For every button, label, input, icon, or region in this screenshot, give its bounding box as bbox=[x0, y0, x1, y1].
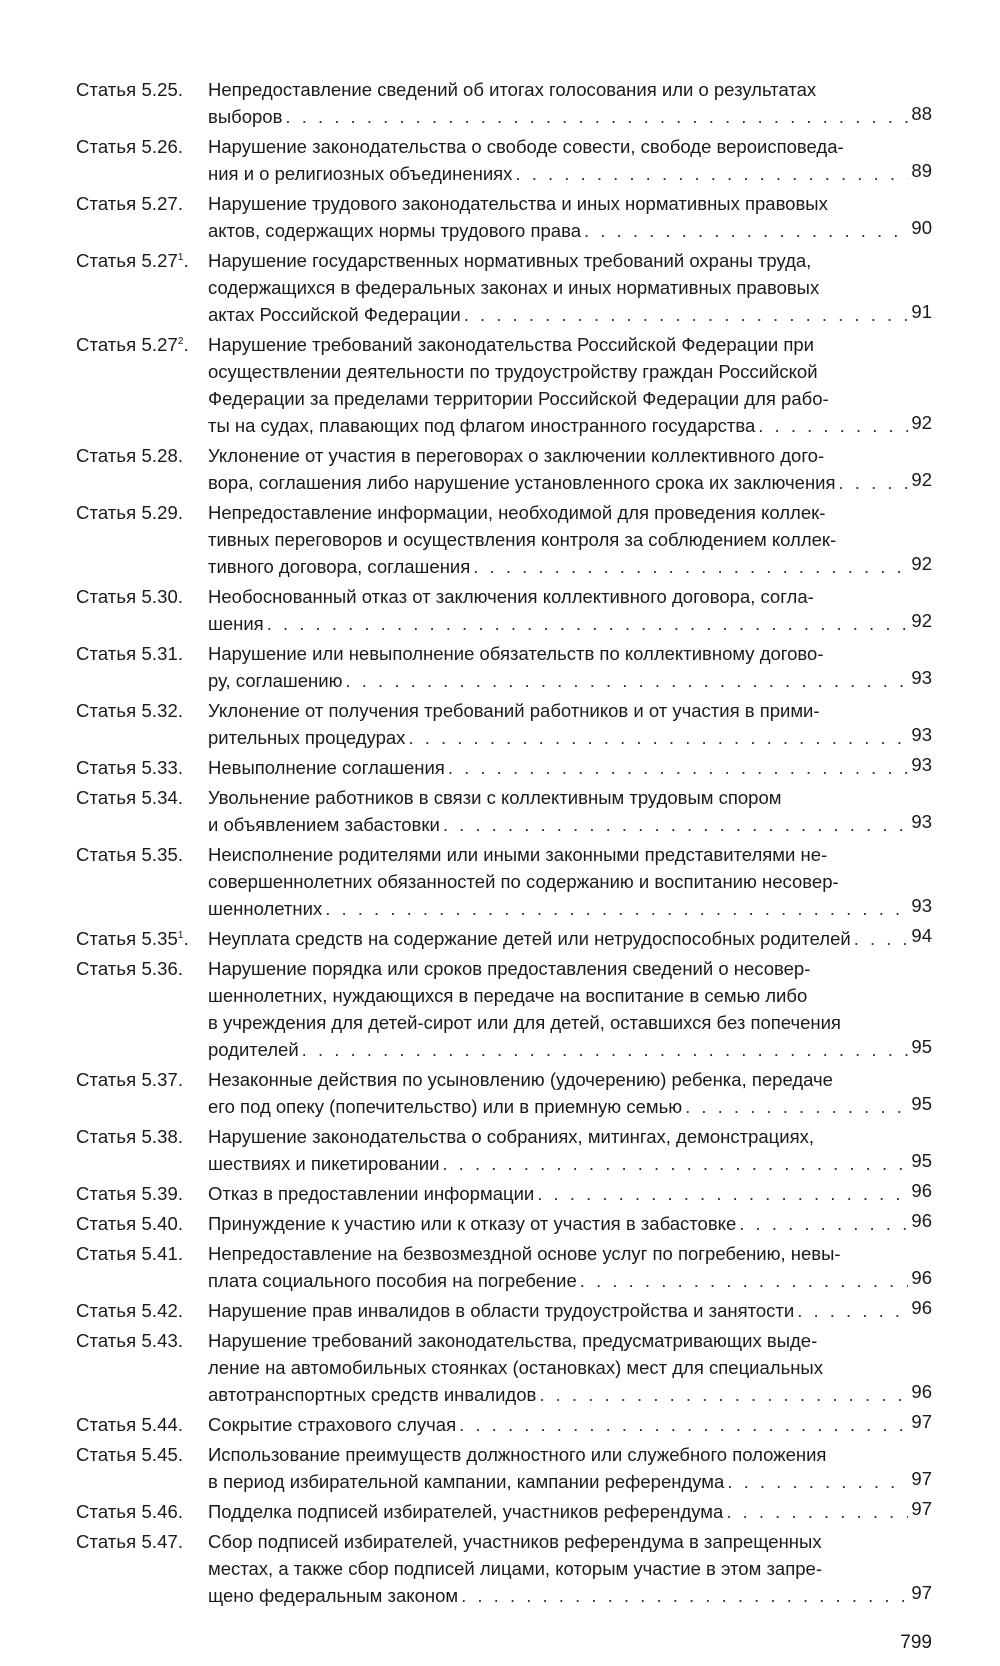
article-number: 5.35 bbox=[141, 928, 178, 949]
page-reference[interactable]: 97 bbox=[911, 1411, 932, 1432]
title-line: Отказ в предоставлении информации bbox=[208, 1183, 535, 1204]
toc-entry bbox=[76, 190, 932, 244]
title-last-line bbox=[208, 895, 932, 922]
article-title bbox=[208, 247, 932, 328]
dot-leader bbox=[584, 217, 908, 244]
article-label bbox=[76, 1411, 208, 1438]
article-number: 5.37. bbox=[141, 1069, 184, 1090]
article-label bbox=[76, 1180, 208, 1207]
title-line: Невыполнение соглашения bbox=[208, 757, 445, 778]
article-prefix: Статья bbox=[76, 757, 137, 778]
title-last-line bbox=[208, 1210, 932, 1237]
article-title bbox=[208, 1210, 932, 1237]
page-reference[interactable]: 95 bbox=[911, 1150, 932, 1171]
article-label bbox=[76, 640, 208, 667]
title-last-line bbox=[208, 754, 932, 781]
page-reference[interactable]: 93 bbox=[911, 754, 932, 775]
title-line: автотранспортных средств инвалидов bbox=[208, 1384, 537, 1405]
title-line: шения bbox=[208, 613, 264, 634]
page-reference[interactable]: 97 bbox=[911, 1498, 932, 1519]
dot-leader bbox=[580, 1267, 909, 1294]
article-title bbox=[208, 1441, 932, 1495]
article-title bbox=[208, 1297, 932, 1324]
page-reference[interactable]: 97 bbox=[911, 1582, 932, 1603]
title-line: Незаконные действия по усыновлению (удочерению) ребенка, передаче bbox=[208, 1069, 833, 1090]
page-reference[interactable]: 97 bbox=[911, 1468, 932, 1489]
article-number: 5.46. bbox=[141, 1501, 184, 1522]
title-line: шествиях и пикетировании bbox=[208, 1153, 440, 1174]
title-line: осуществлении деятельности по трудоустройству граждан Российской bbox=[208, 361, 818, 382]
article-title bbox=[208, 784, 932, 838]
article-title bbox=[208, 1498, 932, 1525]
page-reference[interactable]: 92 bbox=[911, 553, 932, 574]
article-number-superscript: 1 bbox=[177, 252, 184, 263]
title-line: Принуждение к участию или к отказу от участия в забастовке bbox=[208, 1213, 737, 1234]
title-line: Сбор подписей избирателей, участников референдума в запрещенных bbox=[208, 1531, 822, 1552]
page-reference[interactable]: 94 bbox=[911, 925, 932, 946]
article-label bbox=[76, 133, 208, 160]
title-line: шеннолетних, нуждающихся в передаче на воспитание в семью либо bbox=[208, 985, 808, 1006]
article-prefix: Статья bbox=[76, 1531, 137, 1552]
article-prefix: Статья bbox=[76, 1414, 137, 1435]
title-line: Непредоставление сведений об итогах голосования или о результатах bbox=[208, 79, 817, 100]
toc-entry bbox=[76, 754, 932, 781]
title-line: совершеннолетних обязанностей по содержанию и воспитанию несовер- bbox=[208, 871, 839, 892]
title-line: Нарушение государственных нормативных требований охраны труда, bbox=[208, 250, 812, 271]
article-label bbox=[76, 1210, 208, 1237]
title-line: его под опеку (попечительство) или в приемную семью bbox=[208, 1096, 683, 1117]
article-title bbox=[208, 331, 932, 439]
title-line: актах Российской Федерации bbox=[208, 304, 461, 325]
title-line: в учреждения для детей-сирот или для детей, оставшихся без попечения bbox=[208, 1012, 841, 1033]
toc-entry bbox=[76, 1498, 932, 1525]
title-line: Нарушение требований законодательства Российской Федерации при bbox=[208, 334, 814, 355]
toc-entry bbox=[76, 640, 932, 694]
title-line: Непредоставление информации, необходимой для проведения коллек- bbox=[208, 502, 826, 523]
title-last-line bbox=[208, 1036, 932, 1063]
article-prefix: Статья bbox=[76, 136, 137, 157]
toc-entry bbox=[76, 955, 932, 1063]
title-line: Нарушение или невыполнение обязательств по коллективному догово- bbox=[208, 643, 824, 664]
toc-entry bbox=[76, 133, 932, 187]
table-of-contents bbox=[76, 76, 932, 1612]
article-prefix: Статья bbox=[76, 700, 137, 721]
title-last-line bbox=[208, 1150, 932, 1177]
dot-leader bbox=[464, 301, 909, 328]
toc-entry bbox=[76, 1180, 932, 1207]
article-number: 5.35. bbox=[141, 844, 184, 865]
article-label bbox=[76, 442, 208, 469]
dot-leader bbox=[854, 925, 909, 952]
article-title bbox=[208, 1327, 932, 1408]
article-number-superscript: 1 bbox=[177, 930, 184, 941]
article-title bbox=[208, 583, 932, 637]
title-line: ру, соглашению bbox=[208, 670, 343, 691]
article-prefix: Статья bbox=[76, 844, 137, 865]
title-line: шеннолетних bbox=[208, 898, 323, 919]
title-line: Нарушение законодательства о собраниях, митингах, демонстрациях, bbox=[208, 1126, 815, 1147]
dot-leader bbox=[442, 1150, 908, 1177]
title-line: и объявлением забастовки bbox=[208, 814, 440, 835]
article-label bbox=[76, 499, 208, 526]
article-number: 5.40. bbox=[141, 1213, 184, 1234]
article-number: 5.33. bbox=[141, 757, 184, 778]
page-reference[interactable]: 95 bbox=[911, 1093, 932, 1114]
article-number: 5.44. bbox=[141, 1414, 184, 1435]
page-reference[interactable]: 96 bbox=[911, 1297, 932, 1318]
page-reference[interactable]: 96 bbox=[911, 1381, 932, 1402]
article-title bbox=[208, 925, 932, 952]
article-label bbox=[76, 955, 208, 982]
article-prefix: Статья bbox=[76, 787, 137, 808]
article-title bbox=[208, 1180, 932, 1207]
article-title bbox=[208, 640, 932, 694]
article-prefix: Статья bbox=[76, 250, 137, 271]
toc-entry bbox=[76, 1066, 932, 1120]
dot-leader bbox=[515, 160, 908, 187]
article-number: 5.27 bbox=[141, 334, 178, 355]
title-line: ния и о религиозных объединениях bbox=[208, 163, 513, 184]
title-last-line bbox=[208, 103, 932, 130]
title-last-line bbox=[208, 1381, 932, 1408]
toc-entry bbox=[76, 331, 932, 439]
article-prefix: Статья bbox=[76, 1126, 137, 1147]
title-last-line bbox=[208, 1468, 932, 1495]
page-reference[interactable]: 89 bbox=[911, 160, 932, 181]
article-prefix: Статья bbox=[76, 502, 137, 523]
title-last-line bbox=[208, 667, 932, 694]
article-label bbox=[76, 1297, 208, 1324]
title-line: ление на автомобильных стоянках (остановках) мест для специальных bbox=[208, 1357, 823, 1378]
article-number: 5.31. bbox=[141, 643, 184, 664]
article-prefix: Статья bbox=[76, 1213, 137, 1234]
dot-leader bbox=[346, 667, 909, 694]
title-line: рительных процедурах bbox=[208, 727, 406, 748]
article-title bbox=[208, 1066, 932, 1120]
article-number: 5.45. bbox=[141, 1444, 184, 1465]
toc-entry bbox=[76, 1441, 932, 1495]
title-line: Нарушение прав инвалидов в области трудоустройства и занятости bbox=[208, 1300, 795, 1321]
article-number: 5.28. bbox=[141, 445, 184, 466]
article-prefix: Статья bbox=[76, 334, 137, 355]
title-last-line bbox=[208, 1180, 932, 1207]
title-line: Необоснованный отказ от заключения коллективного договора, согла- bbox=[208, 586, 814, 607]
dot-leader bbox=[726, 1498, 908, 1525]
article-label bbox=[76, 754, 208, 781]
article-prefix: Статья bbox=[76, 586, 137, 607]
page-reference[interactable]: 93 bbox=[911, 895, 932, 916]
title-line: Сокрытие страхового случая bbox=[208, 1414, 457, 1435]
article-prefix: Статья bbox=[76, 958, 137, 979]
toc-entry bbox=[76, 1240, 932, 1294]
article-title bbox=[208, 754, 932, 781]
article-number: 5.27. bbox=[141, 193, 184, 214]
toc-entry bbox=[76, 1327, 932, 1408]
page-reference[interactable]: 88 bbox=[911, 103, 932, 124]
article-title bbox=[208, 442, 932, 496]
title-line: Нарушение законодательства о свободе совести, свободе вероисповеда- bbox=[208, 136, 844, 157]
dot-leader bbox=[267, 610, 909, 637]
toc-entry bbox=[76, 697, 932, 751]
toc-entry bbox=[76, 1123, 932, 1177]
title-line: ты на судах, плавающих под флагом иностранного государства bbox=[208, 415, 756, 436]
article-title bbox=[208, 1528, 932, 1609]
title-line: Подделка подписей избирателей, участников референдума bbox=[208, 1501, 724, 1522]
dot-leader bbox=[685, 1093, 908, 1120]
article-prefix: Статья bbox=[76, 1300, 137, 1321]
article-prefix: Статья bbox=[76, 193, 137, 214]
dot-leader bbox=[325, 895, 908, 922]
page-reference[interactable]: 93 bbox=[911, 667, 932, 688]
toc-entry bbox=[76, 1297, 932, 1324]
article-prefix: Статья bbox=[76, 1069, 137, 1090]
article-title bbox=[208, 841, 932, 922]
article-number: 5.29. bbox=[141, 502, 184, 523]
dot-leader bbox=[473, 553, 908, 580]
page-reference[interactable]: 92 bbox=[911, 610, 932, 631]
toc-entry bbox=[76, 841, 932, 922]
title-last-line bbox=[208, 469, 932, 496]
toc-entry bbox=[76, 76, 932, 130]
title-line: актов, содержащих нормы трудового права bbox=[208, 220, 581, 241]
dot-leader bbox=[727, 1468, 908, 1495]
dot-leader bbox=[443, 811, 909, 838]
article-title bbox=[208, 499, 932, 580]
article-label bbox=[76, 697, 208, 724]
title-last-line bbox=[208, 1411, 932, 1438]
title-last-line bbox=[208, 160, 932, 187]
toc-entry bbox=[76, 247, 932, 328]
toc-entry bbox=[76, 925, 932, 952]
article-label bbox=[76, 784, 208, 811]
article-label: Статья 5.27$^1$. bbox=[76, 250, 189, 271]
article-label: Статья 5.35$^1$. bbox=[76, 928, 189, 949]
article-title bbox=[208, 76, 932, 130]
title-line: местах, а также сбор подписей лицами, которым участие в этом запре- bbox=[208, 1558, 822, 1579]
article-number: 5.30. bbox=[141, 586, 184, 607]
page-reference[interactable]: 90 bbox=[911, 217, 932, 238]
title-last-line bbox=[208, 1093, 932, 1120]
dot-leader bbox=[285, 103, 908, 130]
article-prefix: Статья bbox=[76, 1444, 137, 1465]
title-line: Уклонение от получения требований работников и от участия в прими- bbox=[208, 700, 820, 721]
dot-leader bbox=[408, 724, 908, 751]
title-last-line bbox=[208, 1582, 932, 1609]
article-title bbox=[208, 1240, 932, 1294]
page-reference[interactable]: 92 bbox=[911, 412, 932, 433]
article-prefix: Статья bbox=[76, 928, 137, 949]
title-last-line bbox=[208, 925, 932, 952]
toc-entry bbox=[76, 583, 932, 637]
article-number: 5.34. bbox=[141, 787, 184, 808]
title-last-line bbox=[208, 553, 932, 580]
article-prefix: Статья bbox=[76, 1183, 137, 1204]
article-label bbox=[76, 1240, 208, 1267]
title-line: тивных переговоров и осуществления контроля за соблюдением коллек- bbox=[208, 529, 837, 550]
title-line: щено федеральным законом bbox=[208, 1585, 459, 1606]
article-number: 5.38. bbox=[141, 1126, 184, 1147]
toc-entry bbox=[76, 784, 932, 838]
article-label bbox=[76, 841, 208, 868]
dot-leader bbox=[758, 412, 908, 439]
title-last-line bbox=[208, 1498, 932, 1525]
title-line: Неуплата средств на содержание детей или нетрудоспособных родителей bbox=[208, 928, 851, 949]
article-label bbox=[76, 190, 208, 217]
article-number: 5.36. bbox=[141, 958, 184, 979]
article-label bbox=[76, 76, 208, 103]
title-last-line bbox=[208, 724, 932, 751]
title-line: в период избирательной кампании, кампании референдума bbox=[208, 1471, 725, 1492]
dot-leader bbox=[461, 1582, 908, 1609]
dot-leader bbox=[839, 469, 909, 496]
page-reference[interactable]: 96 bbox=[911, 1180, 932, 1201]
article-number: 5.39. bbox=[141, 1183, 184, 1204]
article-number: 5.25. bbox=[141, 79, 184, 100]
dot-leader bbox=[302, 1036, 909, 1063]
title-line: Федерации за пределами территории Российской Федерации для рабо- bbox=[208, 388, 829, 409]
article-number: 5.41. bbox=[141, 1243, 184, 1264]
page-reference[interactable]: 95 bbox=[911, 1036, 932, 1057]
title-line: Непредоставление на безвозмездной основе услуг по погребению, невы- bbox=[208, 1243, 841, 1264]
title-line: вора, соглашения либо нарушение установленного срока их заключения bbox=[208, 472, 836, 493]
article-label bbox=[76, 1441, 208, 1468]
article-label bbox=[76, 1528, 208, 1555]
page-reference[interactable]: 91 bbox=[911, 301, 932, 322]
title-line: Использование преимуществ должностного или служебного положения bbox=[208, 1444, 827, 1465]
article-prefix: Статья bbox=[76, 1501, 137, 1522]
dot-leader bbox=[797, 1297, 908, 1324]
title-last-line bbox=[208, 301, 932, 328]
article-title bbox=[208, 697, 932, 751]
title-line: Нарушение требований законодательства, предусматривающих выде- bbox=[208, 1330, 818, 1351]
article-title bbox=[208, 133, 932, 187]
dot-leader bbox=[448, 754, 909, 781]
article-number: 5.43. bbox=[141, 1330, 184, 1351]
title-last-line bbox=[208, 811, 932, 838]
title-line: Увольнение работников в связи с коллективным трудовым спором bbox=[208, 787, 782, 808]
article-prefix: Статья bbox=[76, 643, 137, 664]
article-label: Статья 5.27$^2$. bbox=[76, 334, 189, 355]
article-prefix: Статья bbox=[76, 1330, 137, 1351]
article-prefix: Статья bbox=[76, 1243, 137, 1264]
title-line: родителей bbox=[208, 1039, 299, 1060]
page-reference[interactable]: 96 bbox=[911, 1267, 932, 1288]
title-last-line bbox=[208, 217, 932, 244]
title-line: Уклонение от участия в переговорах о заключении коллективного дого- bbox=[208, 445, 825, 466]
toc-entry bbox=[76, 499, 932, 580]
title-line: Неисполнение родителями или иными законными представителями не- bbox=[208, 844, 828, 865]
article-label bbox=[76, 1123, 208, 1150]
title-line: Нарушение трудового законодательства и иных нормативных правовых bbox=[208, 193, 828, 214]
title-line: выборов bbox=[208, 106, 283, 127]
article-title bbox=[208, 1411, 932, 1438]
dot-leader bbox=[459, 1411, 908, 1438]
article-number: 5.27 bbox=[141, 250, 178, 271]
title-last-line bbox=[208, 610, 932, 637]
dot-leader bbox=[537, 1180, 908, 1207]
article-number-superscript: 2 bbox=[177, 336, 184, 347]
page-reference[interactable]: 93 bbox=[911, 724, 932, 745]
article-label bbox=[76, 583, 208, 610]
title-line: плата социального пособия на погребение bbox=[208, 1270, 577, 1291]
article-title bbox=[208, 190, 932, 244]
title-line: Нарушение порядка или сроков предоставления сведений о несовер- bbox=[208, 958, 811, 979]
article-title bbox=[208, 955, 932, 1063]
page-number: 799 bbox=[900, 1632, 932, 1653]
article-number: 5.32. bbox=[141, 700, 184, 721]
article-title bbox=[208, 1123, 932, 1177]
article-number: 5.42. bbox=[141, 1300, 184, 1321]
dot-leader bbox=[739, 1210, 908, 1237]
title-last-line bbox=[208, 412, 932, 439]
toc-entry bbox=[76, 442, 932, 496]
article-prefix: Статья bbox=[76, 445, 137, 466]
article-number: 5.47. bbox=[141, 1531, 184, 1552]
page-reference[interactable]: 93 bbox=[911, 811, 932, 832]
article-label bbox=[76, 1066, 208, 1093]
article-prefix: Статья bbox=[76, 79, 137, 100]
page-reference[interactable]: 92 bbox=[911, 469, 932, 490]
title-line: тивного договора, соглашения bbox=[208, 556, 471, 577]
title-last-line bbox=[208, 1297, 932, 1324]
title-line: содержащихся в федеральных законах и иных нормативных правовых bbox=[208, 277, 820, 298]
toc-entry bbox=[76, 1210, 932, 1237]
title-last-line bbox=[208, 1267, 932, 1294]
page-reference[interactable]: 96 bbox=[911, 1210, 932, 1231]
toc-entry bbox=[76, 1528, 932, 1609]
dot-leader bbox=[539, 1381, 908, 1408]
article-label bbox=[76, 1327, 208, 1354]
article-label bbox=[76, 1498, 208, 1525]
toc-entry bbox=[76, 1411, 932, 1438]
article-number: 5.26. bbox=[141, 136, 184, 157]
